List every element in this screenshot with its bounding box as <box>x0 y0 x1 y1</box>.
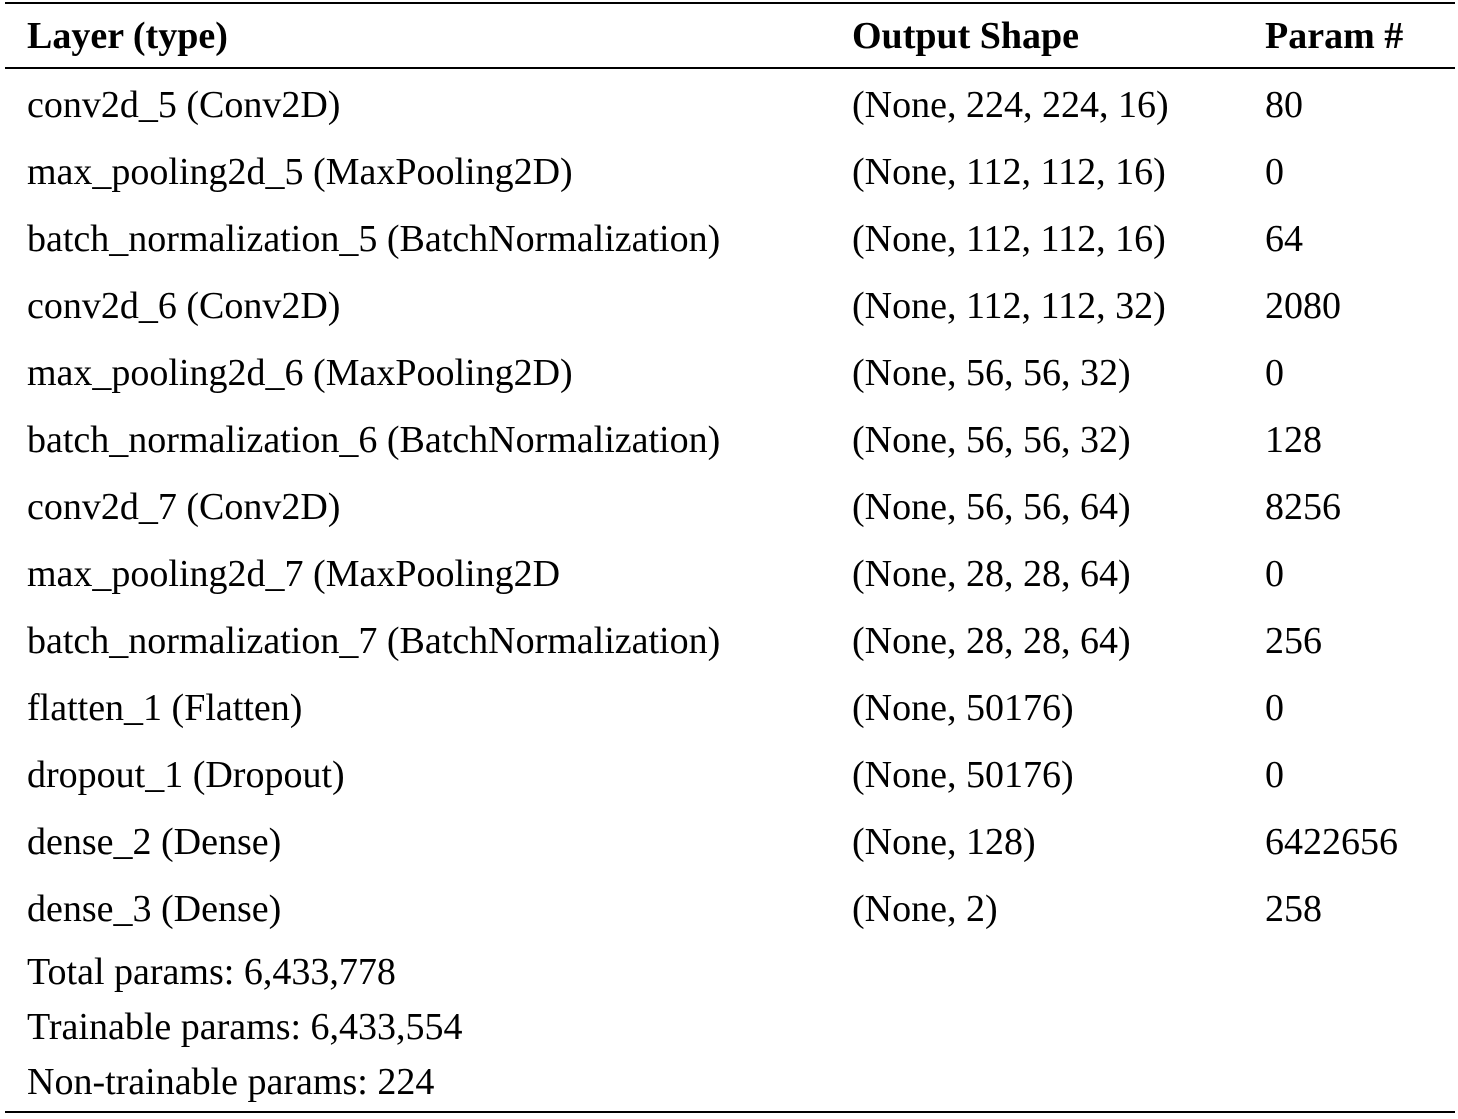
params-cell: 0 <box>1265 151 1284 193</box>
table-row <box>0 206 1458 272</box>
output-shape-cell: (None, 112, 112, 16) <box>852 218 1166 260</box>
output-shape-cell: (None, 112, 112, 16) <box>852 151 1166 193</box>
params-cell: 128 <box>1265 419 1322 461</box>
output-shape-cell: (None, 50176) <box>852 754 1074 796</box>
layer-cell: conv2d_7 (Conv2D) <box>27 486 341 528</box>
params-cell: 0 <box>1265 754 1284 796</box>
header-output-shape: Output Shape <box>852 15 1080 57</box>
output-shape-cell: (None, 28, 28, 64) <box>852 620 1131 662</box>
output-shape-cell: (None, 112, 112, 32) <box>852 285 1166 327</box>
total-params: Total params: 6,433,778 <box>27 951 396 993</box>
output-shape-cell: (None, 56, 56, 32) <box>852 352 1131 394</box>
params-cell: 258 <box>1265 888 1322 930</box>
params-cell: 8256 <box>1265 486 1341 528</box>
header-layer: Layer (type) <box>27 15 228 57</box>
layer-cell: max_pooling2d_6 (MaxPooling2D) <box>27 352 573 394</box>
table-row <box>0 809 1458 875</box>
output-shape-cell: (None, 50176) <box>852 687 1074 729</box>
table-row <box>0 675 1458 741</box>
table-row <box>0 541 1458 607</box>
layer-cell: conv2d_5 (Conv2D) <box>27 84 341 126</box>
output-shape-cell: (None, 128) <box>852 821 1036 863</box>
table-row <box>0 608 1458 674</box>
bottom-rule <box>5 1111 1455 1113</box>
table-row <box>0 340 1458 406</box>
params-summary <box>27 945 463 1110</box>
table-row <box>0 273 1458 339</box>
layer-cell: max_pooling2d_5 (MaxPooling2D) <box>27 151 573 193</box>
table-row <box>0 876 1458 942</box>
layer-cell: conv2d_6 (Conv2D) <box>27 285 341 327</box>
params-cell: 2080 <box>1265 285 1341 327</box>
non-trainable-params: Non-trainable params: 224 <box>27 1061 435 1103</box>
output-shape-cell: (None, 56, 56, 64) <box>852 486 1131 528</box>
params-cell: 256 <box>1265 620 1322 662</box>
layer-cell: dense_3 (Dense) <box>27 888 282 930</box>
header-params: Param # <box>1265 15 1404 57</box>
table-row <box>0 742 1458 808</box>
params-cell: 6422656 <box>1265 821 1398 863</box>
output-shape-cell: (None, 28, 28, 64) <box>852 553 1131 595</box>
layer-cell: dense_2 (Dense) <box>27 821 282 863</box>
trainable-params: Trainable params: 6,433,554 <box>27 1006 463 1048</box>
params-cell: 0 <box>1265 553 1284 595</box>
params-cell: 0 <box>1265 687 1284 729</box>
table-row <box>0 139 1458 205</box>
table-row <box>0 474 1458 540</box>
table-row <box>0 72 1458 138</box>
layer-cell: max_pooling2d_7 (MaxPooling2D <box>27 553 561 595</box>
output-shape-cell: (None, 2) <box>852 888 998 930</box>
layer-cell: flatten_1 (Flatten) <box>27 687 303 729</box>
layer-cell: dropout_1 (Dropout) <box>27 754 345 796</box>
layer-cell: batch_normalization_6 (BatchNormalization) <box>27 419 721 461</box>
params-cell: 80 <box>1265 84 1303 126</box>
params-cell: 64 <box>1265 218 1303 260</box>
table-row <box>0 407 1458 473</box>
table-header <box>0 3 1458 69</box>
header-rule <box>5 67 1455 69</box>
output-shape-cell: (None, 56, 56, 32) <box>852 419 1131 461</box>
output-shape-cell: (None, 224, 224, 16) <box>852 84 1169 126</box>
layer-cell: batch_normalization_5 (BatchNormalization) <box>27 218 721 260</box>
params-cell: 0 <box>1265 352 1284 394</box>
layer-cell: batch_normalization_7 (BatchNormalization) <box>27 620 721 662</box>
